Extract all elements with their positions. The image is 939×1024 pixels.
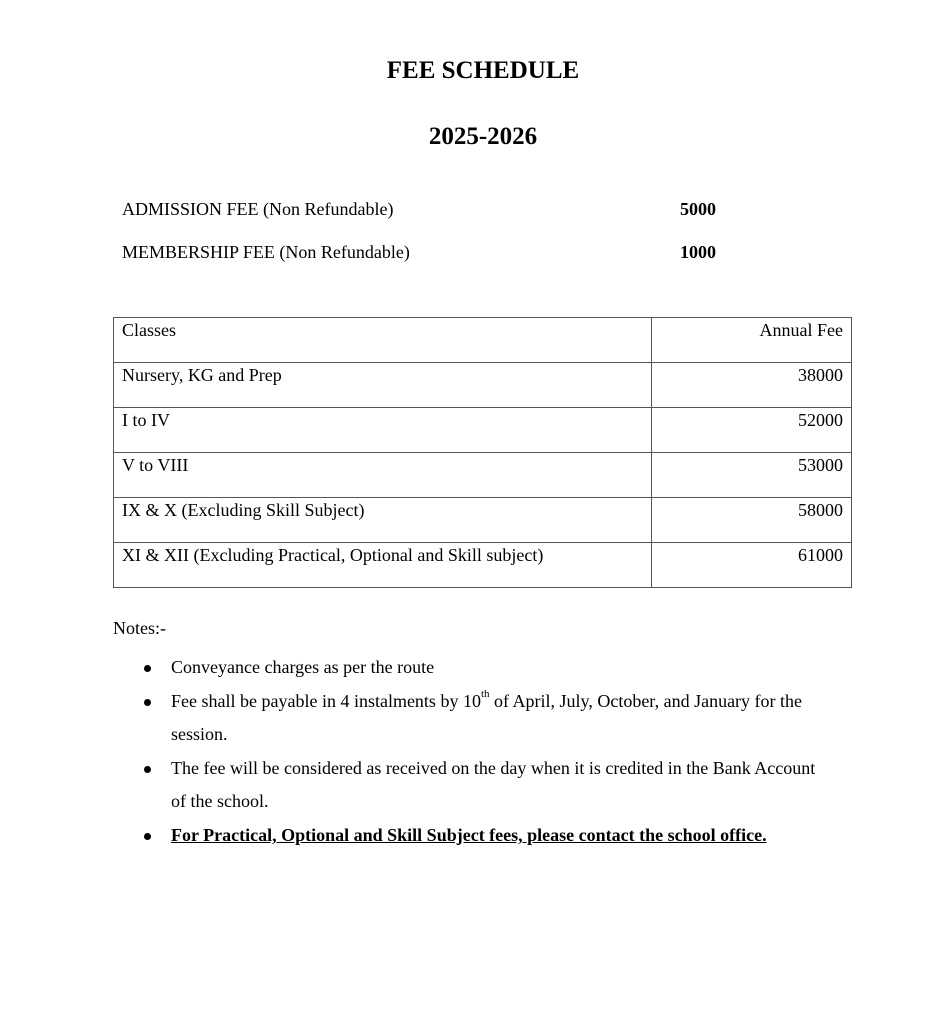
list-item [140, 819, 820, 852]
admission-fee-label: ADMISSION FEE (Non Refundable) [122, 199, 394, 219]
membership-fee-amount: 1000 [680, 242, 716, 262]
class-cell: I to IV [114, 408, 652, 453]
fee-cell: 53000 [652, 453, 852, 498]
note-text: Conveyance charges as per the route [171, 657, 435, 677]
note-text-start: Fee shall be payable in 4 instalments by 10 [171, 691, 481, 711]
class-cell: XI & XII (Excluding Practical, Optional and Skill subject) [114, 543, 652, 588]
fee-cell: 58000 [652, 498, 852, 543]
fee-cell: 61000 [652, 543, 852, 588]
list-item [140, 685, 820, 751]
session-year: 2025-2026 [428, 123, 538, 150]
class-cell: V to VIII [114, 453, 652, 498]
admission-fee-amount: 5000 [680, 199, 716, 219]
list-item [140, 651, 820, 684]
table-header-row [114, 318, 852, 363]
annual-fee-table [113, 317, 852, 588]
table-row [114, 363, 852, 408]
column-header-classes: Classes [114, 318, 652, 363]
bullet-icon [144, 699, 151, 706]
table-row [114, 408, 852, 453]
notes-list [140, 651, 820, 853]
table-row [114, 453, 852, 498]
table-row [114, 498, 852, 543]
membership-fee-label: MEMBERSHIP FEE (Non Refundable) [122, 242, 410, 262]
bullet-icon [144, 665, 151, 672]
list-item [140, 752, 820, 818]
fee-cell: 38000 [652, 363, 852, 408]
note-text-contact: For Practical, Optional and Skill Subject fees, please contact the school office. [171, 825, 767, 845]
ordinal-suffix: th [480, 688, 490, 700]
bullet-icon [144, 766, 151, 773]
note-text-end: of April, July, October, and January for the session. [171, 691, 803, 744]
page-title: FEE SCHEDULE [386, 57, 580, 84]
table-row [114, 543, 852, 588]
class-cell: Nursery, KG and Prep [114, 363, 652, 408]
class-cell: IX & X (Excluding Skill Subject) [114, 498, 652, 543]
note-text: The fee will be considered as received on the day when it is credited in the Bank Account of the school. [171, 758, 816, 811]
fee-cell: 52000 [652, 408, 852, 453]
notes-heading: Notes:- [113, 618, 166, 638]
bullet-icon [144, 833, 151, 840]
column-header-annual-fee: Annual Fee [652, 318, 852, 363]
